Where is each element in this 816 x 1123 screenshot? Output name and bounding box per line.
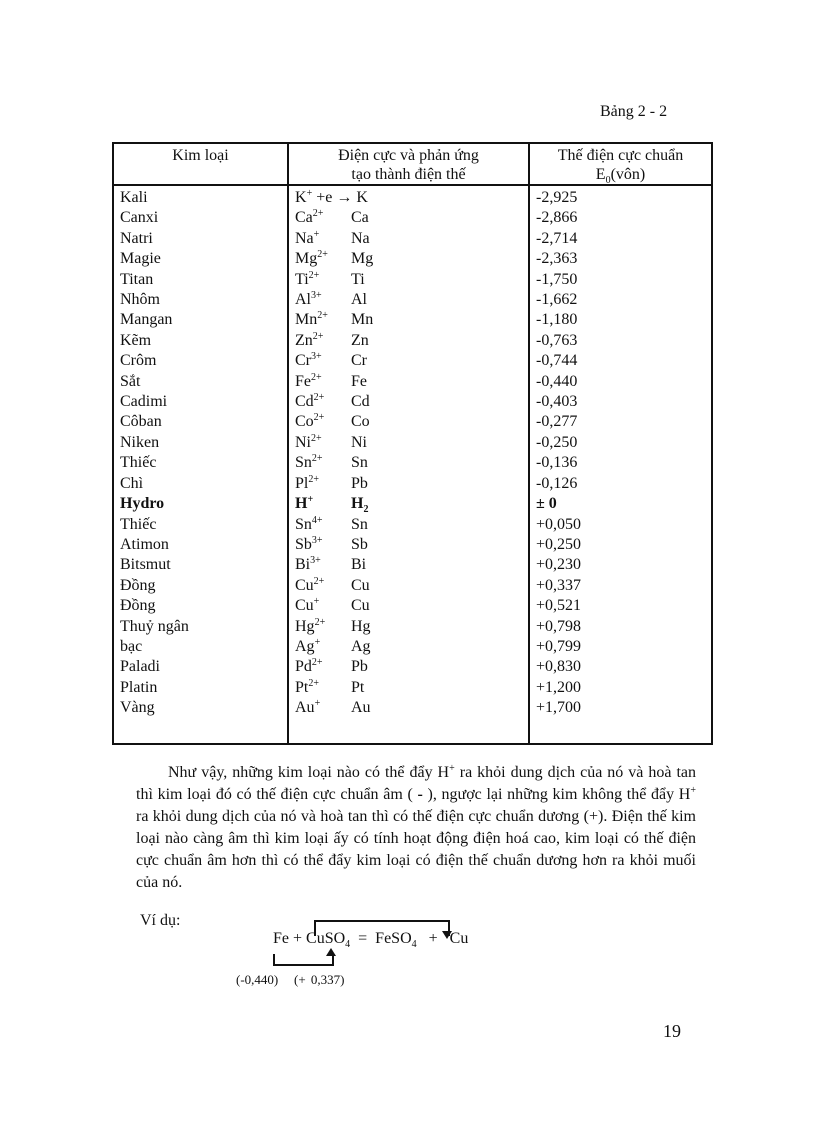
standard-potential: +0,521 xyxy=(529,596,712,616)
electrode-reaction xyxy=(288,535,529,555)
ion-symbol: Ti xyxy=(295,270,309,288)
spacer-cell xyxy=(288,719,529,744)
metal-name: Sắt xyxy=(113,372,288,392)
bottom-bracket xyxy=(273,954,334,966)
metal-name: Bitsmut xyxy=(113,555,288,575)
ion-symbol: Cu xyxy=(295,576,314,594)
electrode-reaction xyxy=(288,249,529,269)
electrode-reaction xyxy=(288,657,529,677)
equation-sub2: 4 xyxy=(411,939,417,950)
element-symbol: Sn xyxy=(351,515,368,533)
standard-potential: +0,337 xyxy=(529,576,712,596)
ion-symbol: Hg xyxy=(295,617,315,635)
header-potential-subscript: 0 xyxy=(605,175,611,186)
metal-name: Nhôm xyxy=(113,290,288,310)
element-symbol: Bi xyxy=(351,556,367,574)
electrode-reaction xyxy=(288,576,529,596)
element-symbol: K xyxy=(356,189,368,206)
standard-potential: -1,180 xyxy=(529,310,712,330)
ion-charge: 3+ xyxy=(311,290,322,302)
standard-potentials: (-0,440) (+ 0,337) xyxy=(236,972,345,987)
equation-product: = FeSO xyxy=(350,930,412,947)
element-symbol: Ag xyxy=(351,637,371,655)
standard-potential: -1,662 xyxy=(529,290,712,310)
metal-name: Titan xyxy=(113,270,288,290)
electrode-reaction xyxy=(288,351,529,371)
ion-charge: 2+ xyxy=(311,371,322,383)
ion-charge: 2+ xyxy=(317,310,328,322)
standard-potential: -2,866 xyxy=(529,208,712,228)
electrode-reaction xyxy=(288,208,529,228)
element-symbol: Fe xyxy=(351,372,367,390)
ion-symbol: Au xyxy=(295,699,315,717)
ion-charge: 2+ xyxy=(311,432,322,444)
table-row xyxy=(113,208,712,228)
ion-charge: 2+ xyxy=(308,269,320,281)
table-row xyxy=(113,433,712,453)
ion-symbol: Ca xyxy=(295,209,313,227)
ion-symbol: Pt xyxy=(295,678,309,696)
ion-symbol: Al xyxy=(295,291,311,309)
standard-potential: -2,925 xyxy=(529,185,712,208)
ion-symbol: Cr xyxy=(295,352,311,370)
standard-potential: -2,363 xyxy=(529,249,712,269)
metal-name: Đồng xyxy=(113,596,288,616)
metal-name: Kali xyxy=(113,185,288,208)
paragraph-sup2: + xyxy=(690,785,697,796)
element-symbol: Ni xyxy=(351,433,367,451)
metal-name: Cadimi xyxy=(113,392,288,412)
table-row xyxy=(113,596,712,616)
header-potential-unit: (vôn) xyxy=(610,166,646,183)
element-symbol: Hg xyxy=(351,617,371,635)
table-body xyxy=(113,185,712,744)
ion-charge: 2+ xyxy=(313,392,325,404)
table-row xyxy=(113,494,712,514)
standard-potential: -1,750 xyxy=(529,270,712,290)
electrode-potential-table xyxy=(112,142,713,745)
metal-name: Thiếc xyxy=(113,453,288,473)
element-symbol: Al xyxy=(351,291,367,309)
table-row xyxy=(113,185,712,208)
element-symbol: Mg xyxy=(351,250,374,268)
metal-name: Atimon xyxy=(113,535,288,555)
ion-charge: + xyxy=(307,494,314,506)
table-caption: Bảng 2 - 2 xyxy=(600,103,668,120)
bottom-arrow-head xyxy=(326,948,336,956)
standard-potential: ± 0 xyxy=(529,494,712,514)
ion-symbol: Cu xyxy=(295,597,314,615)
table-row xyxy=(113,555,712,575)
element-symbol: Mn xyxy=(351,311,374,329)
metal-name: Thiếc xyxy=(113,515,288,535)
metal-name: Natri xyxy=(113,229,288,249)
reaction-arrow: +e → xyxy=(312,189,357,206)
table-row xyxy=(113,453,712,473)
ion-symbol: Mn xyxy=(295,311,318,329)
standard-potential: +1,200 xyxy=(529,678,712,698)
element-symbol: Pb xyxy=(351,474,368,492)
paragraph-part3: ), ngược lại những kim không thể đẩy H xyxy=(422,786,691,803)
table-row xyxy=(113,657,712,677)
header-potential-symbol: E xyxy=(595,166,606,183)
element-symbol: Zn xyxy=(351,331,369,349)
standard-potential: -0,277 xyxy=(529,412,712,432)
element-symbol: Cr xyxy=(351,352,367,370)
ion-charge: 3+ xyxy=(311,534,323,546)
metal-name: Canxi xyxy=(113,208,288,228)
top-arrow-head xyxy=(442,931,452,939)
ion-charge: 2+ xyxy=(314,616,326,628)
header-electrode-line1: Điện cực và phản ứng xyxy=(338,147,479,164)
explanation-paragraph xyxy=(136,762,696,894)
standard-potential: -2,714 xyxy=(529,229,712,249)
electrode-reaction xyxy=(288,433,529,453)
electrode-reaction xyxy=(288,494,529,514)
element-symbol: H xyxy=(351,495,364,513)
standard-potential: +1,700 xyxy=(529,698,712,718)
metal-name: Niken xyxy=(113,433,288,453)
element-symbol: Cu xyxy=(351,576,370,594)
ion-charge: + xyxy=(314,698,321,710)
electrode-reaction xyxy=(288,617,529,637)
header-potential-line1: Thế điện cực chuẩn xyxy=(557,147,684,164)
table-header-row xyxy=(113,143,712,185)
standard-potential: -0,126 xyxy=(529,474,712,494)
metal-name: Platin xyxy=(113,678,288,698)
electrode-reaction xyxy=(288,270,529,290)
electrode-reaction xyxy=(288,474,529,494)
equation-sub1: 4 xyxy=(345,939,351,950)
table-row xyxy=(113,412,712,432)
element-symbol: Sn xyxy=(351,454,368,472)
element-symbol: Pt xyxy=(351,678,365,696)
element-symbol: Co xyxy=(351,413,370,431)
ion-symbol: Sn xyxy=(295,515,312,533)
metal-name: Đồng xyxy=(113,576,288,596)
ion-symbol: Na xyxy=(295,229,314,247)
page-number: 19 xyxy=(663,1021,681,1041)
standard-potential: +0,799 xyxy=(529,637,712,657)
table-row xyxy=(113,351,712,371)
table-spacer-row xyxy=(113,719,712,744)
ion-charge: 2+ xyxy=(313,575,325,587)
ion-symbol: Ag xyxy=(295,637,315,655)
ion-charge: + xyxy=(313,228,320,240)
standard-potential: +0,798 xyxy=(529,617,712,637)
ion-symbol: Fe xyxy=(295,372,311,390)
table-row xyxy=(113,637,712,657)
element-subscript: 2 xyxy=(363,504,369,516)
ion-charge: + xyxy=(313,596,320,608)
standard-potential: -0,440 xyxy=(529,372,712,392)
ion-symbol: Bi xyxy=(295,556,311,574)
ion-charge: 2+ xyxy=(313,412,325,424)
standard-potential: +0,050 xyxy=(529,515,712,535)
ion-symbol: H xyxy=(295,495,308,513)
equation-reactants: Fe + CuSO xyxy=(273,930,346,947)
element-symbol: Sb xyxy=(351,535,368,553)
element-symbol: Au xyxy=(351,699,371,717)
electrode-reaction xyxy=(288,698,529,718)
example-label: Ví dụ: xyxy=(140,912,181,929)
table-row xyxy=(113,576,712,596)
electrode-reaction xyxy=(288,310,529,330)
element-symbol: Na xyxy=(351,229,370,247)
standard-potential: -0,403 xyxy=(529,392,712,412)
metal-name: bạc xyxy=(113,637,288,657)
paragraph-part2: ra khỏi dung dịch của nó và hoà tan thì kim loại đó có thế điện cực chuẩn âm ( xyxy=(136,764,697,803)
table-row xyxy=(113,392,712,412)
ion-charge: + xyxy=(306,188,313,199)
table-row xyxy=(113,249,712,269)
ion-symbol: Pd xyxy=(295,658,312,676)
ion-charge: 2+ xyxy=(311,657,323,669)
table-row xyxy=(113,698,712,718)
table-row xyxy=(113,290,712,310)
paragraph-minus: - xyxy=(417,786,423,803)
paragraph-part1: Như vậy, những kim loại nào có thể đẩy H xyxy=(168,764,450,781)
electrode-reaction xyxy=(288,637,529,657)
electrode-reaction xyxy=(288,372,529,392)
top-bracket xyxy=(314,920,450,936)
electrode-reaction xyxy=(288,678,529,698)
electrode-reaction xyxy=(288,331,529,351)
table-row xyxy=(113,515,712,535)
electrode-reaction xyxy=(288,596,529,616)
ion-symbol: Sn xyxy=(295,454,312,472)
element-symbol: Pb xyxy=(351,658,368,676)
element-symbol: Ca xyxy=(351,209,369,227)
electrode-reaction xyxy=(288,229,529,249)
ion-symbol: K xyxy=(295,189,307,206)
ion-symbol: Sb xyxy=(295,535,312,553)
standard-potential: +0,830 xyxy=(529,657,712,677)
ion-symbol: Mg xyxy=(295,250,318,268)
header-metal: Kim loại xyxy=(113,143,288,185)
table-row xyxy=(113,229,712,249)
electrode-reaction xyxy=(288,185,529,208)
paragraph-part4: ra khỏi dung dịch của nó và hoà tan thì có thế điện cực chuẩn dương (+). Điện thế kim loại nào càng âm thì kim loại ấy có tính hoạt động điện hoá cao, kim loại có thế điện cực chuẩn âm hơn thì có thể đẩy kim loại có điện thế chuẩn dương hơn ra khỏi muối của nó. xyxy=(136,808,696,891)
ion-symbol: Zn xyxy=(295,331,313,349)
header-electrode xyxy=(288,143,529,185)
ion-charge: 2+ xyxy=(308,473,319,485)
table-row xyxy=(113,617,712,637)
electrode-reaction xyxy=(288,453,529,473)
ion-charge: 2+ xyxy=(312,330,324,342)
electrode-reaction xyxy=(288,412,529,432)
table-row xyxy=(113,270,712,290)
table-row xyxy=(113,678,712,698)
paragraph-sup1: + xyxy=(449,763,455,774)
metal-name: Chì xyxy=(113,474,288,494)
spacer-cell xyxy=(113,719,288,744)
table-row xyxy=(113,535,712,555)
table-row xyxy=(113,310,712,330)
element-symbol: Cd xyxy=(351,393,370,411)
metal-name: Thuỷ ngân xyxy=(113,617,288,637)
metal-name: Vàng xyxy=(113,698,288,718)
table-row xyxy=(113,474,712,494)
metal-name: Mangan xyxy=(113,310,288,330)
metal-name: Kẽm xyxy=(113,331,288,351)
table-row xyxy=(113,372,712,392)
standard-potential: -0,744 xyxy=(529,351,712,371)
ion-symbol: Ni xyxy=(295,433,311,451)
standard-potential: -0,136 xyxy=(529,453,712,473)
equation-rest: + Cu xyxy=(416,930,469,947)
ion-charge: + xyxy=(314,636,321,648)
ion-charge: 3+ xyxy=(311,351,322,363)
electrode-reaction xyxy=(288,392,529,412)
metal-name: Magie xyxy=(113,249,288,269)
metal-name: Crôm xyxy=(113,351,288,371)
ion-charge: 3+ xyxy=(310,555,321,567)
header-electrode-line2: tạo thành điện thế xyxy=(351,166,466,183)
ion-charge: 2+ xyxy=(312,208,324,220)
ion-symbol: Pl xyxy=(295,474,309,492)
table-row xyxy=(113,331,712,351)
metal-name: Paladi xyxy=(113,657,288,677)
electrode-reaction xyxy=(288,555,529,575)
standard-potential: +0,230 xyxy=(529,555,712,575)
element-symbol: Ti xyxy=(351,270,365,288)
ion-charge: 2+ xyxy=(311,453,323,465)
standard-potential: -0,763 xyxy=(529,331,712,351)
standard-potential: +0,250 xyxy=(529,535,712,555)
ion-symbol: Co xyxy=(295,413,314,431)
ion-charge: 2+ xyxy=(308,677,319,689)
electrode-reaction xyxy=(288,515,529,535)
element-symbol: Cu xyxy=(351,597,370,615)
electrode-reaction xyxy=(288,290,529,310)
spacer-cell xyxy=(529,719,712,744)
ion-charge: 4+ xyxy=(311,514,323,526)
metal-name: Hydro xyxy=(113,494,288,514)
ion-symbol: Cd xyxy=(295,393,314,411)
ion-charge: 2+ xyxy=(317,249,328,261)
standard-potential: -0,250 xyxy=(529,433,712,453)
metal-name: Côban xyxy=(113,412,288,432)
header-potential xyxy=(529,143,712,185)
